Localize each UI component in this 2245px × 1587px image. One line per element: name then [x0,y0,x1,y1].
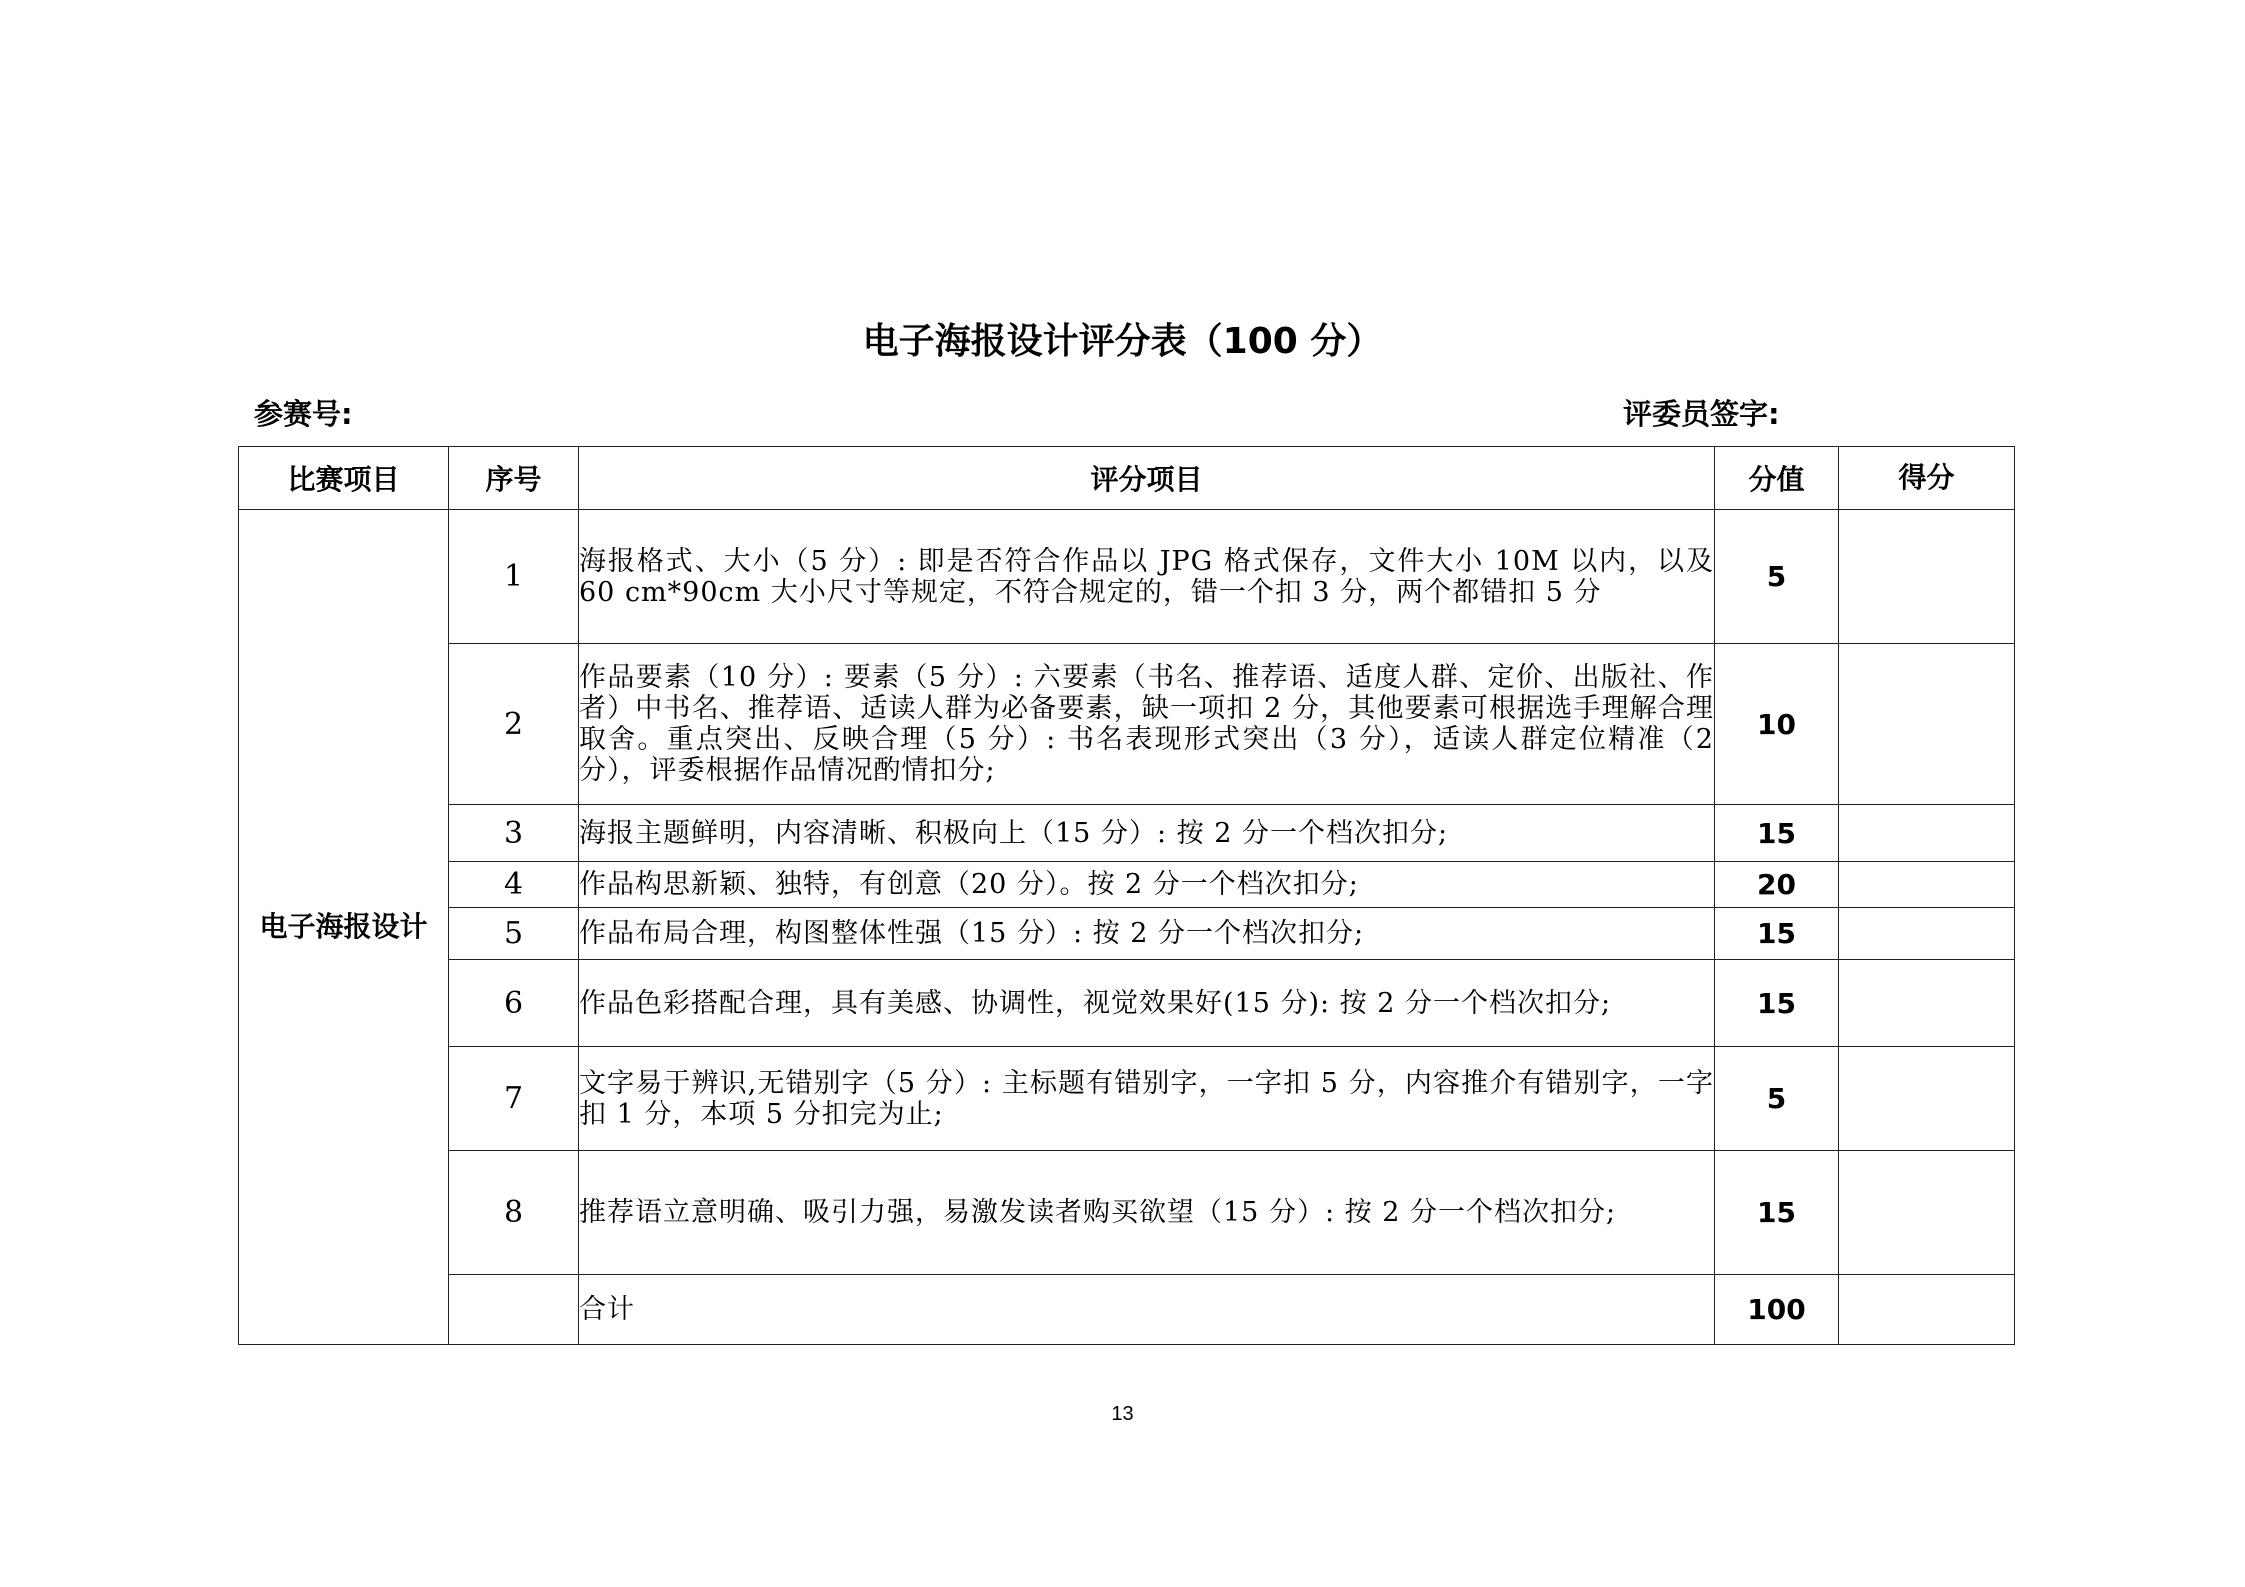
row-points: 20 [1715,862,1839,908]
row-score-cell[interactable] [1839,1047,2015,1151]
header-seq: 序号 [449,447,579,510]
table-row [239,805,2015,862]
row-score-cell[interactable] [1839,510,2015,644]
row-points: 5 [1715,1047,1839,1151]
row-item: 海报格式、大小（5 分）: 即是否符合作品以 JPG 格式保存，文件大小 10M 以内，以及 60 cm*90cm 大小尺寸等规定，不符合规定的，错一个扣 3 分，两个都错扣 5 分 [579,510,1715,644]
table-row [239,510,2015,644]
total-score-cell[interactable] [1839,1275,2015,1345]
row-seq: 4 [449,862,579,908]
row-seq: 3 [449,805,579,862]
row-points: 5 [1715,510,1839,644]
row-points: 15 [1715,805,1839,862]
row-score-cell[interactable] [1839,908,2015,960]
row-score-cell[interactable] [1839,960,2015,1047]
row-item: 作品布局合理，构图整体性强（15 分）: 按 2 分一个档次扣分; [579,908,1715,960]
scoring-table [238,446,2015,1345]
row-points: 15 [1715,908,1839,960]
row-seq: 7 [449,1047,579,1151]
header-points: 分值 [1715,447,1839,510]
row-score-cell[interactable] [1839,805,2015,862]
header-item: 评分项目 [579,447,1715,510]
row-item: 作品色彩搭配合理，具有美感、协调性，视觉效果好(15 分): 按 2 分一个档次扣分; [579,960,1715,1047]
row-score-cell[interactable] [1839,862,2015,908]
row-item: 作品要素（10 分）: 要素（5 分）: 六要素（书名、推荐语、适度人群、定价、出版社、作者）中书名、推荐语、适读人群为必备要素，缺一项扣 2 分，其他要素可根据选手理解合理取舍。重点突出、反映合理（5 分）: 书名表现形式突出（3 分），适读人群定位精准（2 分），评委根据作品情况酌情扣分; [579,644,1715,805]
judge-signature-label: 评委员签字: [1623,397,1780,431]
header-category: 比赛项目 [239,447,449,510]
row-score-cell[interactable] [1839,644,2015,805]
page-title: 电子海报设计评分表（100 分） [862,321,1383,362]
row-points: 10 [1715,644,1839,805]
total-row [239,1275,2015,1345]
row-points: 15 [1715,960,1839,1047]
row-item: 海报主题鲜明，内容清晰、积极向上（15 分）: 按 2 分一个档次扣分; [579,805,1715,862]
row-points: 15 [1715,1151,1839,1275]
total-seq [449,1275,579,1345]
category-cell: 电子海报设计 [239,510,449,1345]
row-score-cell[interactable] [1839,1151,2015,1275]
row-seq: 8 [449,1151,579,1275]
table-row [239,644,2015,805]
table-row [239,1151,2015,1275]
table-row [239,1047,2015,1151]
row-item: 作品构思新颖、独特，有创意（20 分）。按 2 分一个档次扣分; [579,862,1715,908]
total-points: 100 [1715,1275,1839,1345]
page-number: 13 [1111,1403,1134,1425]
table-row [239,908,2015,960]
row-seq: 2 [449,644,579,805]
header-row [239,447,2015,510]
row-seq: 5 [449,908,579,960]
row-seq: 1 [449,510,579,644]
row-seq: 6 [449,960,579,1047]
row-item: 文字易于辨识,无错别字（5 分）: 主标题有错别字，一字扣 5 分，内容推介有错别字，一字扣 1 分，本项 5 分扣完为止; [579,1047,1715,1151]
total-label: 合计 [579,1275,1715,1345]
table-row [239,960,2015,1047]
header-score-label: 得分 [1898,461,1955,494]
participant-number-label: 参赛号: [254,397,353,431]
header-score [1839,447,2015,510]
table-row [239,862,2015,908]
row-item: 推荐语立意明确、吸引力强，易激发读者购买欲望（15 分）: 按 2 分一个档次扣分; [579,1151,1715,1275]
